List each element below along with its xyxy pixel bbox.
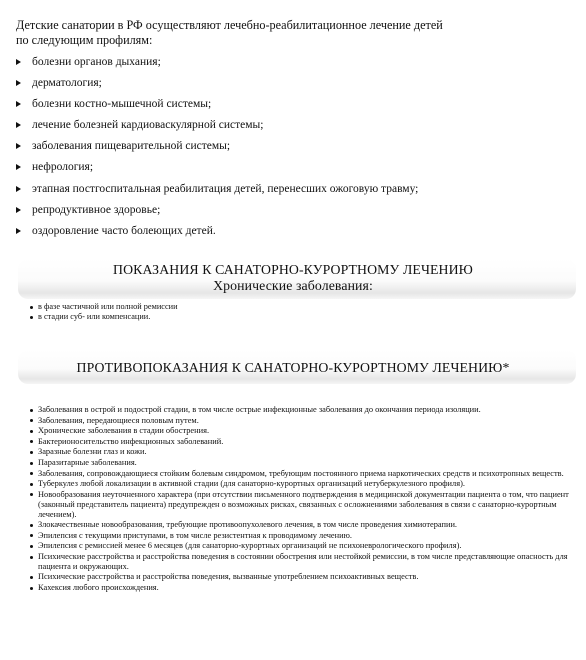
list-item-text: лечение болезней кардиоваскулярной системы; bbox=[32, 119, 264, 132]
list-item: Заболевания в острой и подострой стадии, в том числе острые инфекционные заболевания до окончания периода изоляции. bbox=[30, 405, 570, 415]
indications-list bbox=[30, 302, 178, 322]
list-item bbox=[16, 52, 576, 73]
list-item-text: этапная постгоспитальная реабилитация детей, перенесших ожоговую травму; bbox=[32, 182, 419, 195]
list-item: Туберкулез любой локализации в активной стадии (для санаторно-курортных организаций нетуберкулезного профиля). bbox=[30, 479, 570, 489]
list-item-text: заболевания пищеварительной системы; bbox=[32, 140, 231, 153]
list-item: Паразитарные заболевания. bbox=[30, 458, 570, 468]
list-item: Кахексия любого происхождения. bbox=[30, 583, 570, 593]
list-item: в стадии суб- или компенсации. bbox=[30, 312, 178, 322]
arrow-bullet-icon bbox=[16, 59, 21, 65]
list-item bbox=[16, 179, 576, 200]
list-item bbox=[16, 73, 576, 94]
list-item-text: репродуктивное здоровье; bbox=[32, 203, 161, 216]
contraindications-list bbox=[30, 405, 570, 594]
arrow-bullet-icon bbox=[16, 228, 21, 234]
list-item: Злокачественные новообразования, требующие противоопухолевого лечения, в том числе проведения химиотерапии. bbox=[30, 520, 570, 530]
arrow-bullet-icon bbox=[16, 122, 21, 128]
list-item: Заболевания, сопровождающиеся стойким болевым синдромом, требующим постоянного приема наркотических средств и психотропных веществ. bbox=[30, 469, 570, 479]
list-item: Бактерионосительство инфекционных заболеваний. bbox=[30, 437, 570, 447]
list-item: Заболевания, передающиеся половым путем. bbox=[30, 416, 570, 426]
arrow-bullet-icon bbox=[16, 186, 21, 192]
list-item-text: нефрология; bbox=[32, 161, 94, 174]
list-item bbox=[16, 136, 576, 157]
list-item bbox=[16, 157, 576, 178]
intro-paragraph: Детские санатории в РФ осуществляют лечебно-реабилитационное лечение детей по следующим профилям: bbox=[16, 18, 443, 47]
list-item bbox=[16, 200, 576, 221]
list-item: в фазе частичной или полной ремиссии bbox=[30, 302, 178, 312]
list-item-text: болезни костно-мышечной системы; bbox=[32, 98, 212, 111]
list-item bbox=[16, 115, 576, 136]
list-item: Заразные болезни глаз и кожи. bbox=[30, 447, 570, 457]
list-item: Психические расстройства и расстройства поведения в состоянии обострения или нестойкой ремиссии, в том числе представляющие опасность для пациента и окружающих. bbox=[30, 552, 570, 572]
list-item-text: оздоровление часто болеющих детей. bbox=[32, 224, 216, 237]
list-item bbox=[16, 94, 576, 115]
arrow-bullet-icon bbox=[16, 80, 21, 86]
list-item: Новообразования неуточненного характера (при отсутствии письменного подтверждения в медицинской документации пациента о том, что пациент (законный представитель пациента) предупрежден о возможных рисках, связанных с осложнениями заболевания в связи с санаторно-курортным лечением). bbox=[30, 490, 570, 520]
arrow-bullet-icon bbox=[16, 207, 21, 213]
contraindications-title: ПРОТИВОПОКАЗАНИЯ К САНАТОРНО-КУРОРТНОМУ ЛЕЧЕНИЮ* bbox=[76, 360, 510, 375]
arrow-bullet-icon bbox=[16, 164, 21, 170]
arrow-bullet-icon bbox=[16, 101, 21, 107]
list-item: Эпилепсия с ремиссией менее 6 месяцев (для санаторно-курортных организаций не психоневрологического профиля). bbox=[30, 541, 570, 551]
list-item-text: болезни органов дыхания; bbox=[32, 56, 161, 68]
arrow-bullet-icon bbox=[16, 143, 21, 149]
list-item: Хронические заболевания в стадии обострения. bbox=[30, 426, 570, 436]
list-item-text: дерматология; bbox=[32, 77, 102, 90]
indications-subtitle: Хронические заболевания: bbox=[213, 278, 373, 293]
list-item: Эпилепсия с текущими приступами, в том числе резистентная к проводимому лечению. bbox=[30, 531, 570, 541]
list-item bbox=[16, 221, 576, 242]
list-item: Психические расстройства и расстройства поведения, вызванные употреблением психоактивных веществ. bbox=[30, 572, 570, 582]
profiles-list bbox=[16, 52, 576, 242]
indications-title: ПОКАЗАНИЯ К САНАТОРНО-КУРОРТНОМУ ЛЕЧЕНИЮ bbox=[113, 262, 473, 277]
